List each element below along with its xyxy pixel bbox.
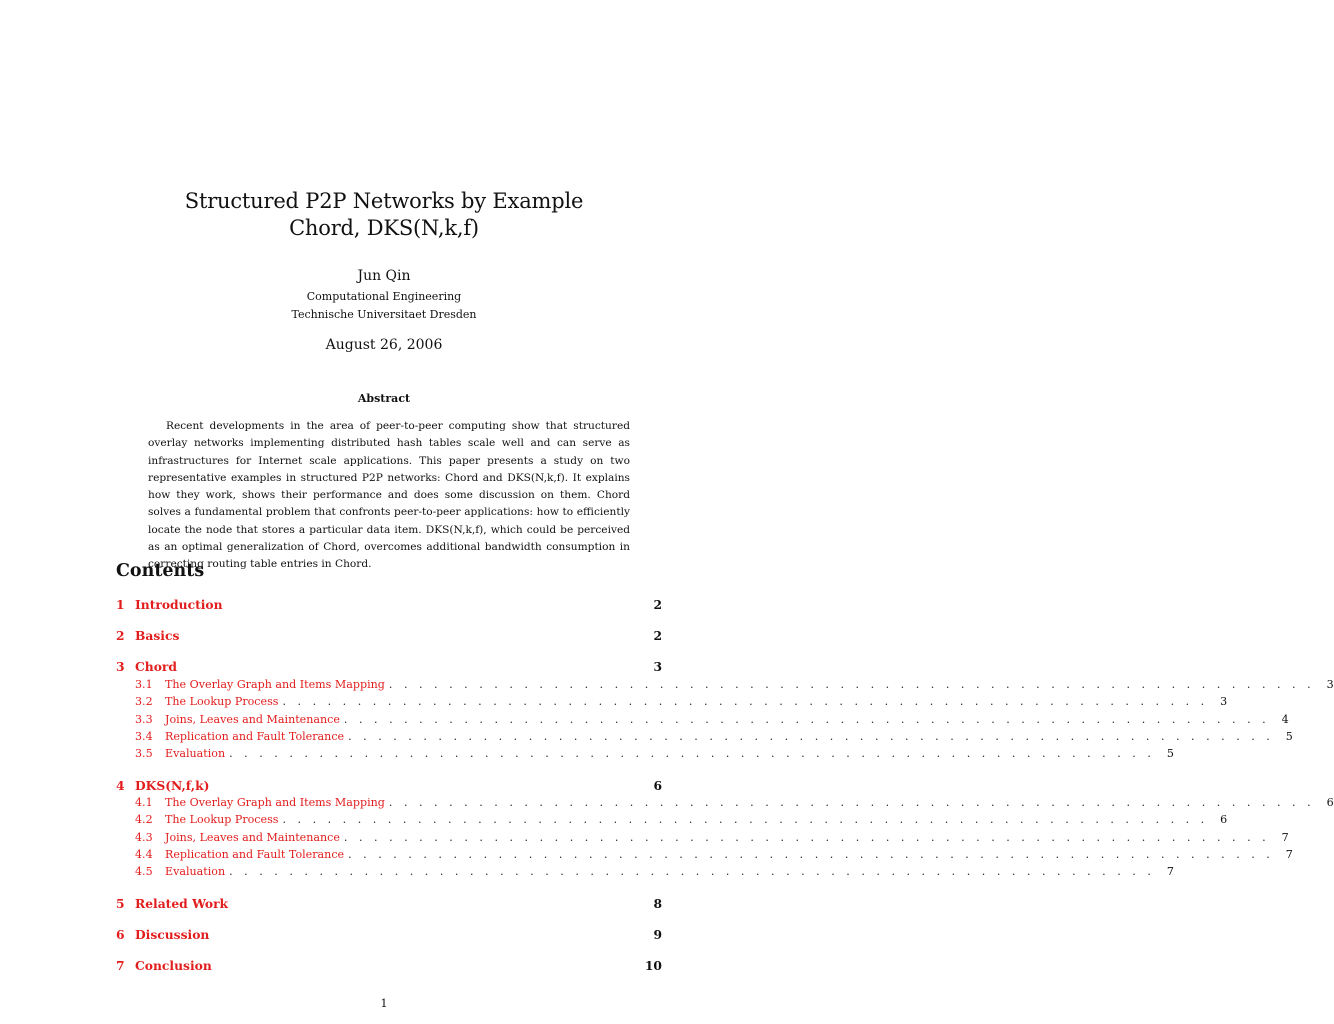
toc-subsection-number[interactable]: 3.3 <box>135 712 153 726</box>
toc-subsection-4.3[interactable] <box>116 829 1289 846</box>
toc-section-page: 10 <box>644 958 662 974</box>
toc-section-page: 9 <box>653 926 662 942</box>
toc-dot-leader: . . . . . . . . . . . . . . . . . . . . . . . . . . . . . . . . . . . . . . . . . . . . . . . . . . . . . . . . . . . . . . <box>388 795 1315 809</box>
toc-subsection-4.5[interactable] <box>116 863 1174 880</box>
toc-dot-leader: . . . . . . . . . . . . . . . . . . . . . . . . . . . . . . . . . . . . . . . . . . . . . . . . . . . . . . . . . . . . . . <box>348 848 1274 862</box>
page-number: 1 <box>380 997 388 1010</box>
publication-date: August 26, 2006 <box>325 337 443 353</box>
toc-subsection-3.2[interactable] <box>116 693 1228 710</box>
toc-subsection-page: 3 <box>1220 695 1228 709</box>
toc-section-title[interactable]: Conclusion <box>135 958 212 974</box>
toc-subsection-3.1[interactable] <box>116 676 1334 693</box>
toc-section-title[interactable]: Chord <box>135 659 178 675</box>
toc-subsection-title[interactable]: Replication and Fault Tolerance <box>165 848 345 862</box>
toc-subsection-number[interactable]: 4.2 <box>135 813 153 827</box>
toc-dot-leader: . . . . . . . . . . . . . . . . . . . . . . . . . . . . . . . . . . . . . . . . . . . . . . . . . . . . . . . . . . . . . . <box>343 712 1270 726</box>
toc-section-number: 2 <box>116 628 125 644</box>
toc-section-page: 2 <box>653 628 662 644</box>
toc-section-2[interactable] <box>116 627 662 644</box>
toc-subsection-number[interactable]: 3.4 <box>135 729 153 743</box>
toc-subsection-title[interactable]: Evaluation <box>165 865 226 879</box>
toc-section-number: 1 <box>116 597 125 612</box>
toc-subsection-number[interactable]: 3.5 <box>135 747 153 761</box>
toc-section-link[interactable] <box>116 658 177 675</box>
toc-section-number: 7 <box>116 958 125 974</box>
toc-section-3[interactable] <box>116 658 662 675</box>
toc-subsection-3.4[interactable] <box>116 728 1293 745</box>
toc-section-link[interactable] <box>116 926 209 943</box>
toc-subsection-page: 7 <box>1281 830 1289 844</box>
toc-subsection-title[interactable]: Joins, Leaves and Maintenance <box>165 712 340 726</box>
toc-subsection-3.5[interactable] <box>116 745 1174 762</box>
toc-subsection-3.3[interactable] <box>116 711 1289 728</box>
toc-section-page: 2 <box>653 597 662 612</box>
toc-dot-leader: . . . . . . . . . . . . . . . . . . . . . . . . . . . . . . . . . . . . . . . . . . . . . . . . . . . . . . . . . . . . . . <box>343 830 1270 844</box>
toc-section-7[interactable] <box>116 957 662 974</box>
affiliation-line-2: Technische Universitaet Dresden <box>291 308 477 321</box>
toc-section-link[interactable] <box>116 627 179 644</box>
toc-subsection-title[interactable]: Replication and Fault Tolerance <box>165 729 345 743</box>
toc-subsection-4.2[interactable] <box>116 811 1228 828</box>
title-line-2: Chord, DKS(N,k,f) <box>289 216 479 240</box>
toc-section-6[interactable] <box>116 926 662 943</box>
toc-section-5[interactable] <box>116 895 662 912</box>
toc-subsection-4.4[interactable] <box>116 846 1293 863</box>
toc-section-title[interactable]: Discussion <box>135 926 210 942</box>
toc-subsection-page: 6 <box>1220 813 1228 827</box>
toc-section-page: 6 <box>653 777 662 793</box>
toc-subsection-number[interactable]: 3.1 <box>135 677 153 691</box>
toc-section-link[interactable] <box>116 957 212 974</box>
toc-subsection-number[interactable]: 4.1 <box>135 795 153 809</box>
toc-subsection-page: 7 <box>1285 848 1293 862</box>
table-of-contents <box>116 596 1334 974</box>
toc-subsection-title[interactable]: The Overlay Graph and Items Mapping <box>165 795 385 809</box>
toc-subsection-4.1[interactable] <box>116 794 1334 811</box>
toc-dot-leader: . . . . . . . . . . . . . . . . . . . . . . . . . . . . . . . . . . . . . . . . . . . . . . . . . . . . . . . . . . . . . . <box>282 695 1209 709</box>
toc-subsection-title[interactable]: The Lookup Process <box>165 695 279 709</box>
toc-section-page: 8 <box>653 895 662 911</box>
toc-section-number: 4 <box>116 777 125 793</box>
toc-dot-leader: . . . . . . . . . . . . . . . . . . . . . . . . . . . . . . . . . . . . . . . . . . . . . . . . . . . . . . . . . . . . . . <box>282 813 1209 827</box>
toc-subsection-number[interactable]: 4.4 <box>135 848 153 862</box>
abstract-heading: Abstract <box>357 392 411 405</box>
toc-dot-leader: . . . . . . . . . . . . . . . . . . . . . . . . . . . . . . . . . . . . . . . . . . . . . . . . . . . . . . . . . . . . . . <box>388 677 1315 691</box>
toc-dot-leader: . . . . . . . . . . . . . . . . . . . . . . . . . . . . . . . . . . . . . . . . . . . . . . . . . . . . . . . . . . . . . . <box>348 729 1274 743</box>
toc-subsection-page: 5 <box>1166 747 1174 761</box>
toc-dot-leader: . . . . . . . . . . . . . . . . . . . . . . . . . . . . . . . . . . . . . . . . . . . . . . . . . . . . . . . . . . . . . . <box>229 747 1155 761</box>
toc-subsection-title[interactable]: The Lookup Process <box>165 813 279 827</box>
toc-subsection-page: 6 <box>1326 795 1334 809</box>
author-name: Jun Qin <box>357 268 411 284</box>
toc-section-page: 3 <box>653 659 662 675</box>
contents-heading: Contents <box>116 561 205 581</box>
toc-section-4[interactable] <box>116 777 662 794</box>
toc-subsection-page: 7 <box>1166 865 1174 879</box>
toc-dot-leader: . . . . . . . . . . . . . . . . . . . . . . . . . . . . . . . . . . . . . . . . . . . . . . . . . . . . . . . . . . . . . . <box>229 865 1155 879</box>
toc-section-title[interactable]: Introduction <box>135 597 223 612</box>
toc-subsection-page: 3 <box>1326 677 1334 691</box>
toc-subsection-number[interactable]: 4.3 <box>135 830 153 844</box>
toc-section-title[interactable]: DKS(N,f,k) <box>135 777 210 793</box>
toc-section-1[interactable] <box>116 596 662 613</box>
title-line-1: Structured P2P Networks by Example <box>184 189 584 213</box>
toc-subsection-page: 5 <box>1285 729 1293 743</box>
toc-section-link[interactable] <box>116 596 223 613</box>
toc-section-number: 3 <box>116 659 125 675</box>
toc-subsection-page: 4 <box>1281 712 1289 726</box>
toc-subsection-title[interactable]: The Overlay Graph and Items Mapping <box>165 677 385 691</box>
abstract-text: Recent developments in the area of peer-to-peer computing show that structured overlay networks implementing distributed hash tables scale well and can serve as infrastructures for Internet scale applications. This paper presents a study on two representative examples in structured P2P networks: Chord and DKS(N,k,f). It explains how they work, shows their performance and does some discussion on them. Chord solves a fundamental problem that confronts peer-to-peer applications: how to efficiently locate the node that stores a particular data item. DKS(N,k,f), which could be perceived as an optimal generalization of Chord, overcomes additional bandwidth consumption in correcting routing table entries in Chord. <box>148 420 630 571</box>
toc-subsection-title[interactable]: Evaluation <box>165 747 226 761</box>
affiliation-line-1: Computational Engineering <box>306 290 462 303</box>
toc-section-number: 5 <box>116 895 125 911</box>
toc-subsection-number[interactable]: 4.5 <box>135 865 153 879</box>
toc-subsection-title[interactable]: Joins, Leaves and Maintenance <box>165 830 340 844</box>
toc-section-link[interactable] <box>116 777 209 794</box>
toc-section-title[interactable]: Basics <box>135 628 180 644</box>
toc-section-title[interactable]: Related Work <box>135 895 229 911</box>
toc-subsection-number[interactable]: 3.2 <box>135 695 153 709</box>
toc-section-link[interactable] <box>116 895 228 912</box>
toc-section-number: 6 <box>116 926 125 942</box>
